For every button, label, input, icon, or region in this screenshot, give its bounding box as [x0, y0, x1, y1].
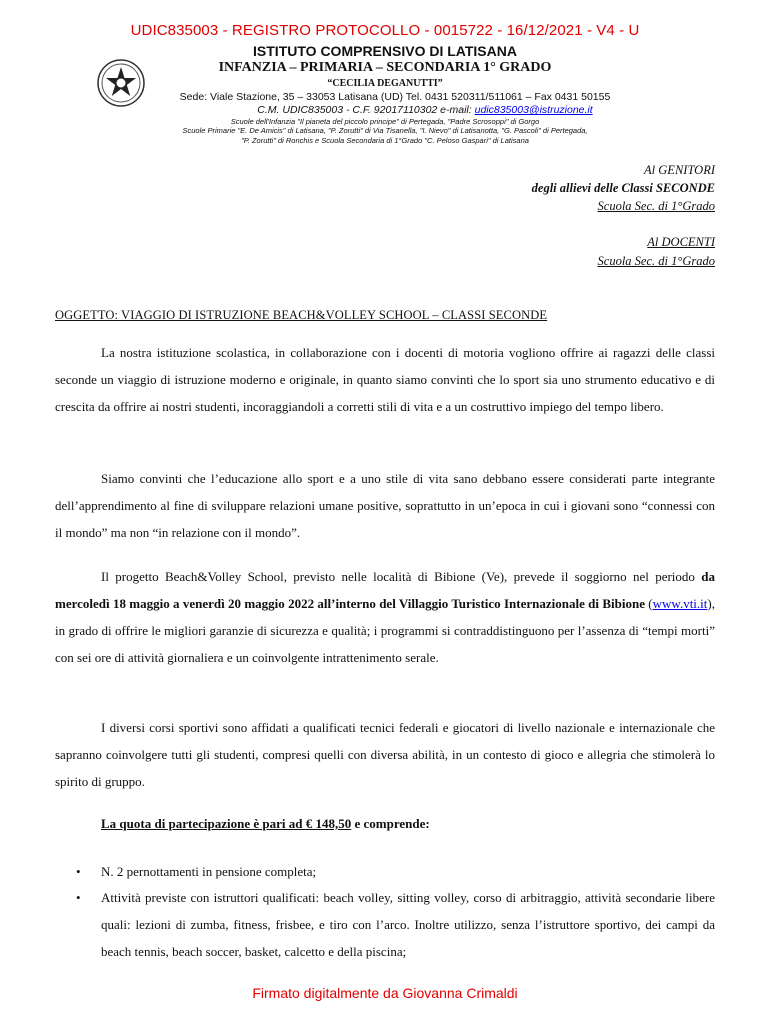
school-dedication: “CECILIA DEGANUTTI” [327, 78, 443, 89]
bullet-icon: • [76, 890, 81, 905]
recipient-teachers: Al DOCENTI [647, 235, 715, 249]
recipient-school-2: Scuola Sec. di 1°Grado [597, 254, 715, 268]
paragraph-1-text: La nostra istituzione scolastica, in collaborazione con i docenti di motoria vogliono offrire ai ragazzi delle classi seconde un viaggio di istruzione moderno e originale, in quanto siamo convinti che lo sport sia uno strumento educativo e di crescita da offrire ai nostri studenti, incoraggiandoli a corretti stili di vita e a un costruttivo impiego del tempo libero. [55, 345, 715, 414]
paragraph-3-text-b: ( [644, 596, 653, 611]
email-link[interactable]: udic835003@istruzione.it [474, 104, 593, 116]
digital-signature: Firmato digitalmente da Giovanna Crimaldi [252, 985, 518, 1001]
recipient-school-1: Scuola Sec. di 1°Grado [597, 199, 715, 213]
paragraph-3-text-a: Il progetto Beach&Volley School, previsto nelle località di Bibione (Ve), prevede il soggiorno nel periodo [101, 569, 702, 584]
schools-line-1: Scuole dell'Infanzia "Il pianeta del piccolo principe" di Pertegada, "Padre Scrosoppi" di Gorgo [230, 117, 540, 126]
codes-text: C.M. UDIC835003 - C.F. 92017110302 e-mail: [257, 104, 475, 116]
school-levels: INFANZIA – PRIMARIA – SECONDARIA 1° GRADO [218, 60, 552, 75]
list-item [55, 858, 715, 885]
vti-link[interactable]: www.vti.it [652, 596, 708, 611]
school-name: ISTITUTO COMPRENSIVO DI LATISANA [253, 43, 517, 59]
trip-dates: da mercoledì 18 maggio a venerdì 20 maggio 2022 all’interno del Villaggio Turistico Internazionale di Bibione [55, 569, 715, 611]
paragraph-2-text: Siamo convinti che l’educazione allo sport e a uno stile di vita sano debbano essere considerati parte integrante dell’apprendimento al fine di sviluppare relazioni umane positive, soprattutto in un’epoca in cui i giovani sono “connessi con il mondo” ma non “in relazione con il mondo”. [55, 471, 715, 540]
school-codes [40, 104, 770, 116]
quota-amount: La quota di partecipazione è pari ad € 148,50 [101, 816, 352, 831]
schools-line-2: Scuole Primarie "E. De Amicis" di Latisana, "P. Zorutti" di Via Tisanella, "I. Nievo" di Latisanotta, "G. Pascoli" di Pertegada, [182, 126, 588, 135]
paragraph-3 [55, 563, 715, 671]
list-item [55, 884, 715, 965]
protocol-stamp: UDIC835003 - REGISTRO PROTOCOLLO - 0015722 - 16/12/2021 - V4 - U [130, 22, 640, 39]
paragraph-2 [55, 465, 715, 546]
list-item-text: Attività previste con istruttori qualificati: beach volley, sitting volley, corso di arbitraggio, attività secondarie libere quali: lezioni di zumba, fitness, frisbee, e tiro con l’arco. Inoltre utilizzo, senza l’istruttore sportivo, dei campi da beach tennis, beach soccer, basket, calcetto e della piscina; [101, 890, 715, 959]
letter-subject: OGGETTO: VIAGGIO DI ISTRUZIONE BEACH&VOLLEY SCHOOL – CLASSI SECONDE [55, 308, 548, 322]
paragraph-3-text-c: ), in grado di offrire le migliori garanzie di sicurezza e qualità; i programmi si contraddistinguono per l’assenza di “tempi morti” con sei ore di attività giornaliera e un coinvolgente intrattenimento serale. [55, 596, 715, 665]
quota-rest: e comprende: [351, 816, 430, 831]
recipient-classes: degli allievi delle Classi SECONDE [531, 181, 715, 195]
list-item-text: N. 2 pernottamenti in pensione completa; [101, 864, 317, 879]
school-address: Sede: Viale Stazione, 35 – 33053 Latisana (UD) Tel. 0431 520311/511061 – Fax 0431 50155 [179, 91, 611, 103]
paragraph-4-text: I diversi corsi sportivi sono affidati a qualificati tecnici federali e giocatori di livello nazionale e internazionale che sapranno coinvolgere tutti gli studenti, compresi quelli con diversa abilità, in un contesto di gioco e allegria che stimolerà lo spirito di gruppo. [55, 720, 715, 789]
quota-heading [101, 816, 430, 832]
schools-line-3: "P. Zorutti" di Ronchis e Scuola Secondaria di 1°Grado "C. Peloso Gaspari" di Latisana [241, 136, 529, 145]
paragraph-4 [55, 714, 715, 795]
recipient-parents: Al GENITORI [644, 163, 715, 177]
paragraph-1 [55, 339, 715, 420]
bullet-icon: • [76, 864, 81, 879]
